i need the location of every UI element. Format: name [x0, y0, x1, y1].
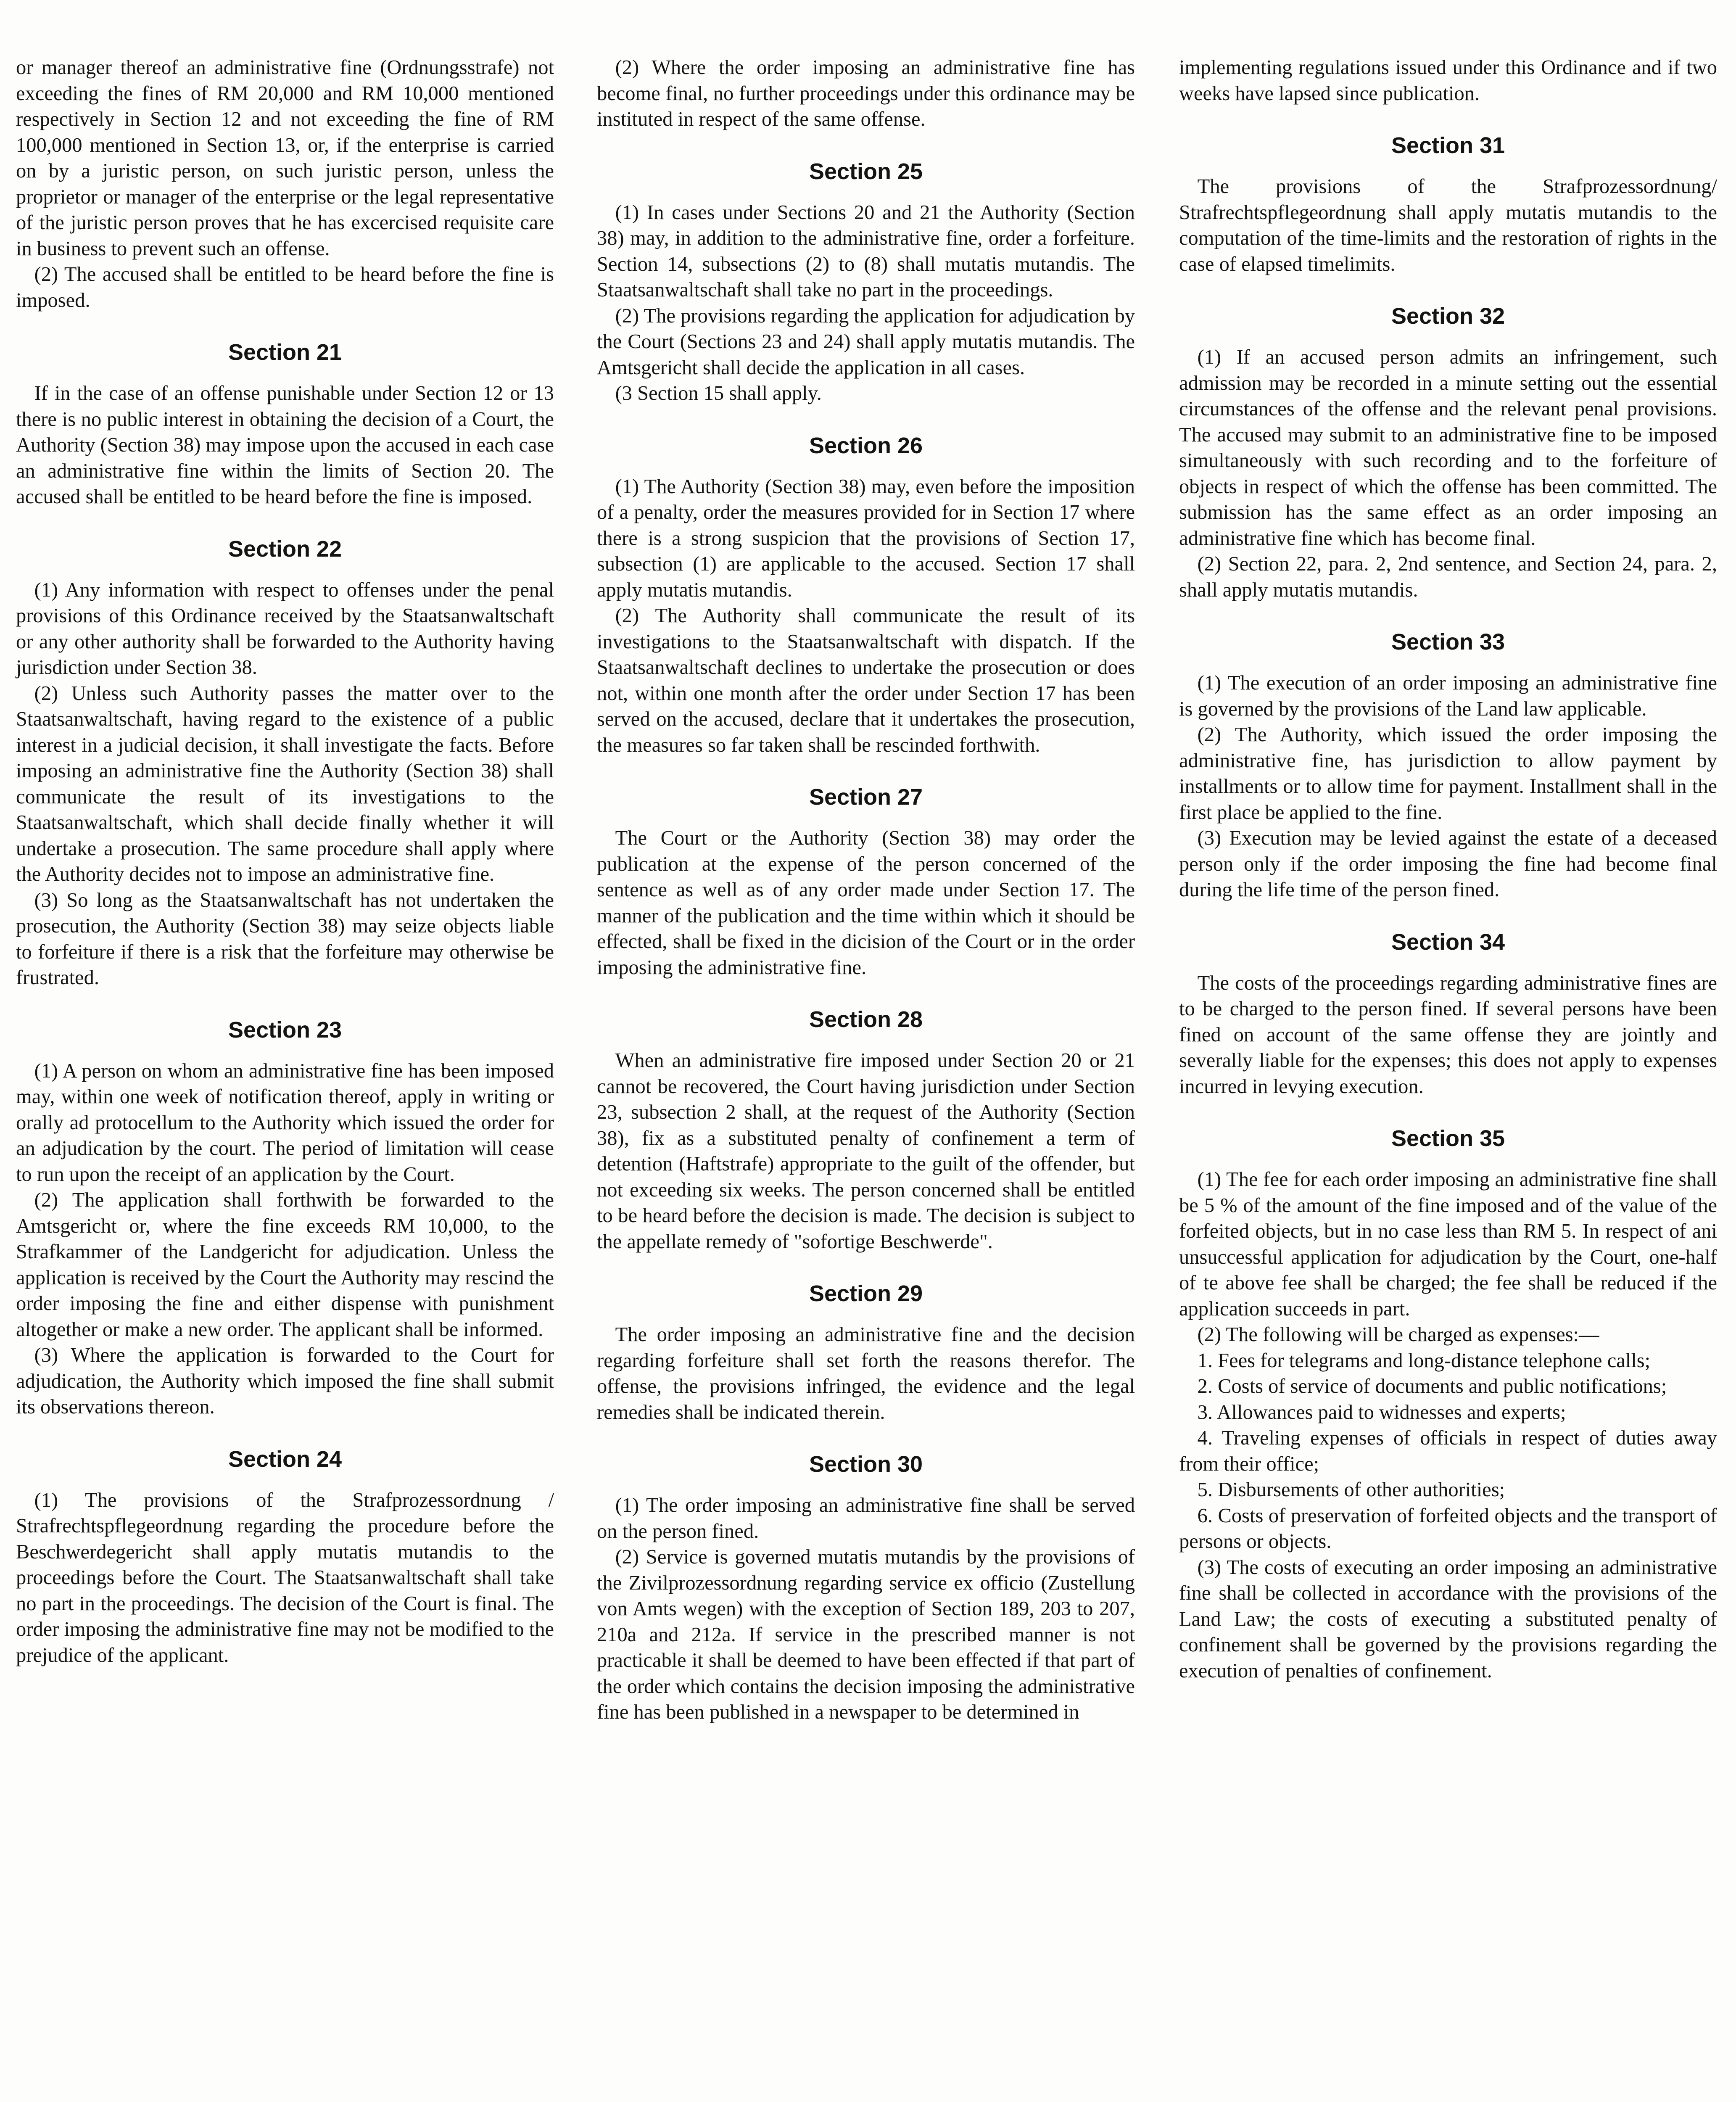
- paragraph: (3) Execution may be levied against the estate of a deceased person only if the order imposing the fine had become final during the life time of the person fined.: [1179, 827, 1717, 901]
- list-item: 5. Disbursements of other authorities;: [1197, 1479, 1505, 1501]
- paragraph: (2) The Authority, which issued the order imposing the administrative fine, has jurisdiction to allow payment by installments or to allow time for payment. Installment shall in the first place be applied to the fine.: [1179, 724, 1717, 824]
- paragraph: (1) The order imposing an administrative fine shall be served on the person fined.: [597, 1494, 1135, 1542]
- text-column-right: [1179, 55, 1717, 1684]
- section-heading: Section 22: [228, 536, 342, 562]
- paragraph: (3) So long as the Staatsanwaltschaft has not undertaken the prosecution, the Authority (Section 38) may seize objects liable to forfeiture if there is a risk that the forfeiture may otherwise be frustrated.: [16, 889, 554, 989]
- paragraph: (2) Section 22, para. 2, 2nd sentence, and Section 24, para. 2, shall apply mutatis mutandis.: [1179, 553, 1717, 601]
- paragraph: If in the case of an offense punishable under Section 12 or 13 there is no public interest in obtaining the decision of a Court, the Authority (Section 38) may impose upon the accused in each case an administrative fine within the limits of Section 20. The accused shall be entitled to be heard before the fine is imposed.: [16, 382, 554, 508]
- paragraph: The Court or the Authority (Section 38) may order the publication at the expense of the person concerned of the sentence as well as of any order made under Section 17. The manner of the publication and the time within which it should be effected, shall be fixed in the dicision of the Court or in the order imposing the administrative fine.: [597, 827, 1135, 979]
- paragraph: implementing regulations issued under this Ordinance and if two weeks have lapsed since publication.: [1179, 56, 1717, 105]
- paragraph: (2) The Authority shall communicate the result of its investigations to the Staatsanwaltschaft with dispatch. If the Staatsanwaltschaft declines to undertake the prosecution or does not, within one month after the order under Section 17 has been served on the accused, declare that it undertakes the prosecution, the measures so far taken shall be rescinded forthwith.: [597, 605, 1135, 756]
- list-item: 6. Costs of preservation of forfeited objects and the transport of persons or objects.: [1179, 1504, 1717, 1553]
- section-heading: Section 26: [809, 433, 923, 458]
- paragraph: When an administrative fire imposed under Section 20 or 21 cannot be recovered, the Court having jurisdiction under Section 23, subsection 2 shall, at the request of the Authority (Section 38), fix as a substituted penalty of confinement a term of detention (Haftstrafe) appropriate to the guilt of the offender, but not exceeding six weeks. The person concerned shall be entitled to be heard before the decision is made. The decision is subject to the appellate remedy of "sofortige Beschwerde".: [597, 1049, 1135, 1253]
- section-heading: Section 21: [228, 340, 342, 365]
- text-column-left: [16, 55, 554, 1668]
- section-heading: Section 25: [809, 158, 923, 184]
- paragraph: (2) The accused shall be entitled to be heard before the fine is imposed.: [16, 263, 554, 312]
- paragraph: (1) If an accused person admits an infringement, such admission may be recorded in a minute setting out the essential circumstances of the offense and the relevant penal provisions. The accused may submit to an administrative fine to be imposed simultaneously with such recording and to the forfeiture of objects in respect of which the offense has been committed. The submission has the same effect as an order imposing an administrative fine which has become final.: [1179, 346, 1717, 549]
- paragraph: (1) Any information with respect to offenses under the penal provisions of this Ordinance received by the Staatsanwaltschaft or any other authority shall be forwarded to the Authority having jurisdiction under Section 38.: [16, 578, 554, 679]
- list-item: 2. Costs of service of documents and public notifications;: [1197, 1375, 1667, 1397]
- section-heading: Section 23: [228, 1017, 342, 1043]
- paragraph: (1) The Authority (Section 38) may, even before the imposition of a penalty, order the measures provided for in Section 17 where there is a strong suspicion that the provisions of Section 17, subsection (1) are applicable to the accused. Section 17 shall apply mutatis mutandis.: [597, 475, 1135, 601]
- paragraph: (2) The application shall forthwith be forwarded to the Amtsgericht or, where the fine exceeds RM 10,000, to the Strafkammer of the Landgericht for adjudication. Unless the application is received by the Court the Authority may rescind the order imposing the fine and either dispense with punishment altogether or make a new order. The applicant shall be informed.: [16, 1189, 554, 1341]
- paragraph: (2) The provisions regarding the application for adjudication by the Court (Sections 23 and 24) shall apply mutatis mutandis. The Amtsgericht shall decide the application in all cases.: [597, 304, 1135, 379]
- paragraph: (2) Unless such Authority passes the matter over to the Staatsanwaltschaft, having regard to the existence of a public interest in a judicial decision, it shall investigate the facts. Before imposing an administrative fine the Authority (Section 38) shall communicate the result of its investigations to the Staatsanwaltschaft, which shall decide finally whether it will undertake a prosecution. The same procedure shall apply where the Authority decides not to impose an administrative fine.: [16, 682, 554, 885]
- section-heading: Section 24: [228, 1446, 342, 1472]
- section-heading: Section 33: [1391, 629, 1505, 655]
- paragraph: (1) A person on whom an administrative fine has been imposed may, within one week of notification thereof, apply in writing or orally ad protocellum to the Authority which issued the order for an adjudication by the court. The period of limitation will cease to run upon the receipt of an application by the Court.: [16, 1059, 554, 1186]
- paragraph: (1) The provisions of the Strafprozessordnung / Strafrechtspflegeordnung regarding the procedure before the Beschwerdegericht shall apply mutatis mutandis to the proceedings before the Court. The Staatsanwaltschaft shall take no part in the proceedings. The decision of the Court is final. The order imposing the administrative fine may not be modified to the prejudice of the applicant.: [16, 1489, 554, 1666]
- section-heading: Section 28: [809, 1007, 923, 1032]
- list-item: 3. Allowances paid to widnesses and experts;: [1197, 1401, 1566, 1423]
- paragraph: (1) In cases under Sections 20 and 21 the Authority (Section 38) may, in addition to the administrative fine, order a forfeiture. Section 14, subsections (2) to (8) shall mutatis mutandis. The Staatsanwaltschaft shall take no part in the proceedings.: [597, 201, 1135, 301]
- paragraph: (2) Service is governed mutatis mutandis by the provisions of the Zivilprozessordnung regarding service ex officio (Zustellung von Amts wegen) with the exception of Section 189, 203 to 207, 210a and 212a. If service in the prescribed manner is not practicable it shall be deemed to have been effected if that part of the order which contains the decision imposing the administrative fine has been published in a newspaper to be determined in: [597, 1546, 1135, 1723]
- section-heading: Section 31: [1391, 133, 1505, 158]
- paragraph: (1) The fee for each order imposing an administrative fine shall be 5 % of the amount of the fine imposed and of the value of the forfeited objects, but in no case less than RM 5. In respect of ani unsuccessful application for adjudication by the Court, one-half of te above fee shall be charged; the fee shall be reduced if the application succeeds in part.: [1179, 1168, 1717, 1320]
- paragraph: The provisions of the Strafprozessordnung/ Strafrechtspflegeordnung shall apply mutatis mutandis to the computation of the time-limits and the restoration of rights in the case of elapsed timelimits.: [1179, 175, 1717, 275]
- paragraph: (3) Where the application is forwarded to the Court for adjudication, the Authority which imposed the fine shall submit its observations thereon.: [16, 1344, 554, 1418]
- paragraph: or manager thereof an administrative fine (Ordnungsstrafe) not exceeding the fines of RM 20,000 and RM 10,000 mentioned respectively in Section 12 and not exceeding the fine of RM 100,000 mentioned in Section 13, or, if the enterprise is carried on by a juristic person, on such juristic person, unless the proprietor or manager of the enterprise or the legal representative of the juristic person proves that he has excercised requisite care in business to prevent such an offense.: [16, 56, 554, 260]
- list-item: 1. Fees for telegrams and long-distance telephone calls;: [1197, 1349, 1651, 1372]
- section-heading: Section 29: [809, 1281, 923, 1306]
- section-heading: Section 27: [809, 784, 923, 810]
- paragraph: (3) The costs of executing an order imposing an administrative fine shall be collected in accordance with the provisions of the Land Law; the costs of executing a substituted penalty of confinement shall be governed by the provisions regarding the execution of penalties of confinement.: [1179, 1556, 1717, 1682]
- paragraph: The costs of the proceedings regarding administrative fines are to be charged to the person fined. If several persons have been fined on account of the same offense they are jointly and severally liable for the expenses; this does not apply to expenses incurred in levying execution.: [1179, 972, 1717, 1098]
- list-item: 4. Traveling expenses of officials in respect of duties away from their office;: [1179, 1427, 1717, 1475]
- text-column-middle: [597, 55, 1135, 1725]
- section-heading: Section 32: [1391, 304, 1505, 329]
- section-heading: Section 34: [1391, 929, 1505, 955]
- paragraph: (3 Section 15 shall apply.: [615, 382, 822, 404]
- paragraph: (1) The execution of an order imposing an administrative fine is governed by the provisions of the Land law applicable.: [1179, 672, 1717, 720]
- paragraph: The order imposing an administrative fine and the decision regarding forfeiture shall set forth the reasons therefor. The offense, the provisions infringed, the evidence and the legal remedies shall be indicated therein.: [597, 1323, 1135, 1423]
- section-heading: Section 35: [1391, 1126, 1505, 1151]
- paragraph: (2) The following will be charged as expenses:—: [1197, 1323, 1599, 1346]
- paragraph: (2) Where the order imposing an administrative fine has become final, no further proceedings under this ordinance may be instituted in respect of the same offense.: [597, 56, 1135, 130]
- section-heading: Section 30: [809, 1452, 923, 1477]
